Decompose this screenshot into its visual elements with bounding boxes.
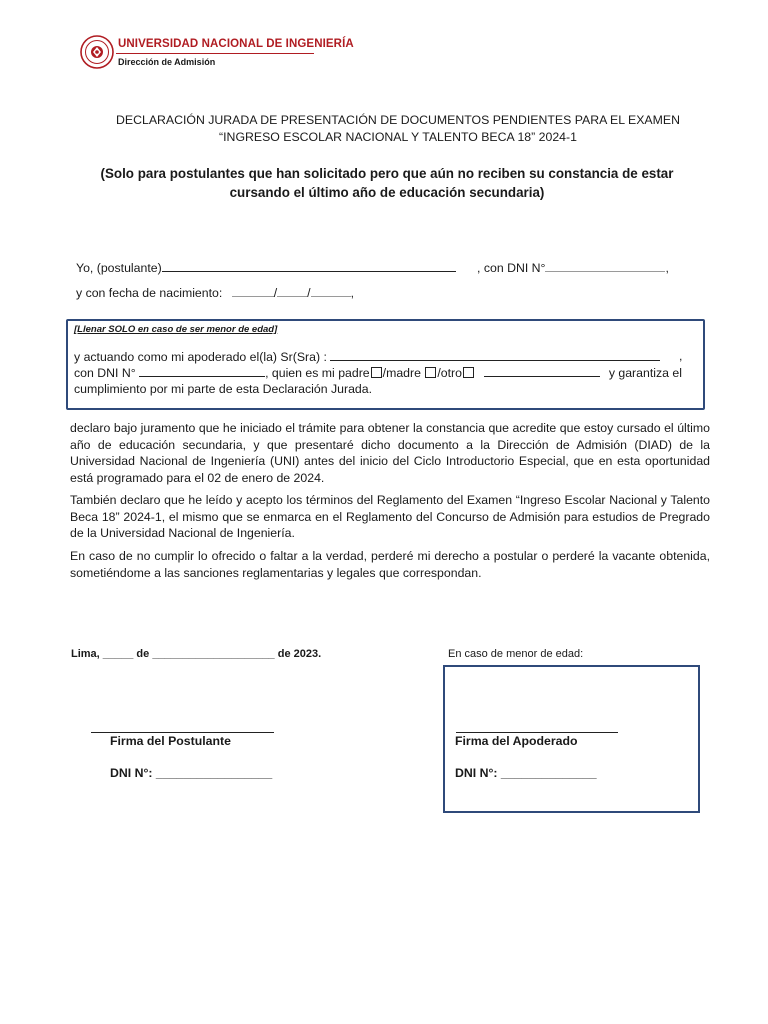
place-date-line: Lima, _____ de ____________________ de 2023. [71, 648, 322, 660]
padre-checkbox[interactable] [371, 367, 382, 378]
document-title-line2: “INGRESO ESCOLAR NACIONAL Y TALENTO BECA 18” 2024-1 [219, 130, 577, 144]
applicant-name-row [76, 260, 456, 275]
subtitle-line2: cursando el último año de educación secundaria) [229, 185, 545, 200]
applicant-dni-row [477, 260, 669, 275]
other-relation-field[interactable] [484, 365, 600, 377]
guardian-relation-row [74, 365, 682, 380]
document-subtitle [90, 164, 684, 202]
madre-label: /madre [382, 366, 421, 380]
applicant-signature-line[interactable] [91, 732, 274, 733]
applicant-name-field[interactable] [162, 260, 456, 272]
madre-checkbox[interactable] [425, 367, 436, 378]
applicant-signature-dni: DNI N°: _________________ [110, 766, 273, 780]
otro-label: /otro [437, 366, 462, 380]
guardian-dni-field[interactable] [139, 365, 265, 377]
guardian-name-label: y actuando como mi apoderado el(la) Sr(Sra) : [74, 350, 327, 364]
minor-box-note: [Llenar SOLO en caso de ser menor de edad] [74, 324, 278, 335]
applicant-dni-comma: , [665, 261, 669, 275]
applicant-dni-label: , con DNI N° [477, 261, 546, 275]
guardian-name-field[interactable] [330, 349, 660, 361]
otro-checkbox[interactable] [463, 367, 474, 378]
birth-date-comma: , [350, 286, 354, 300]
guardian-name-row [74, 349, 660, 364]
minor-signature-label: En caso de menor de edad: [448, 648, 584, 660]
guardian-commitment-text: cumplimiento por mi parte de esta Declaración Jurada. [74, 382, 373, 396]
department-name: Dirección de Admisión [118, 57, 216, 67]
guardian-signature-dni: DNI N°: ______________ [455, 766, 597, 780]
guarantee-label: y garantiza el [608, 366, 682, 380]
guardian-dni-label: con DNI N° [74, 366, 136, 380]
birth-date-label: y con fecha de nacimiento: [76, 286, 223, 300]
declaration-paragraph-3: En caso de no cumplir lo ofrecido o faltar a la verdad, perderé mi derecho a postular o perderé la vacante obtenida, sometiéndome a las sanciones reglamentarias y legales que correspondan. [70, 549, 710, 580]
applicant-name-label: Yo, (postulante) [76, 261, 162, 275]
guardian-name-comma: , [679, 349, 683, 363]
birth-year-field[interactable] [311, 285, 351, 297]
declaration-paragraph-1: declaro bajo juramento que he iniciado el trámite para obtener la constancia que acredite que estoy cursado el último año de educación secundaria, y que presentaré dicho documento a la Dirección de Admisión (DIAD) de la Universidad Nacional de Ingeniería (UNI) antes del inicio del Ciclo Introductorio Especial, que en esta oportunidad está programado para el 02 de enero de 2024. [70, 421, 710, 485]
university-seal-icon [80, 34, 114, 70]
university-name: UNIVERSIDAD NACIONAL DE INGENIERÍA [118, 38, 354, 50]
header-divider [116, 53, 314, 54]
subtitle-line1: (Solo para postulantes que han solicitado pero que aún no reciben su constancia de estar [100, 166, 674, 181]
relation-label: , quien es mi padre [265, 366, 370, 380]
applicant-dni-field[interactable] [545, 260, 665, 272]
birth-day-field[interactable] [232, 285, 274, 297]
guardian-signature-label: Firma del Apoderado [455, 734, 578, 748]
guardian-signature-line[interactable] [456, 732, 618, 733]
applicant-signature-label: Firma del Postulante [110, 734, 231, 748]
declaration-paragraph-2: También declaro que he leído y acepto los términos del Reglamento del Examen “Ingreso Escolar Nacional y Talento Beca 18” 2024-1, el mismo que se enmarca en el Reglamento del Concurso de Admisión para estudios de Pregrado de la Universidad Nacional de Ingeniería. [70, 493, 710, 541]
birth-date-row [76, 285, 354, 300]
birth-slash-2: / [307, 286, 311, 300]
document-title-line1: DECLARACIÓN JURADA DE PRESENTACIÓN DE DOCUMENTOS PENDIENTES PARA EL EXAMEN [116, 113, 680, 127]
birth-month-field[interactable] [277, 285, 307, 297]
birth-slash-1: / [273, 286, 278, 300]
